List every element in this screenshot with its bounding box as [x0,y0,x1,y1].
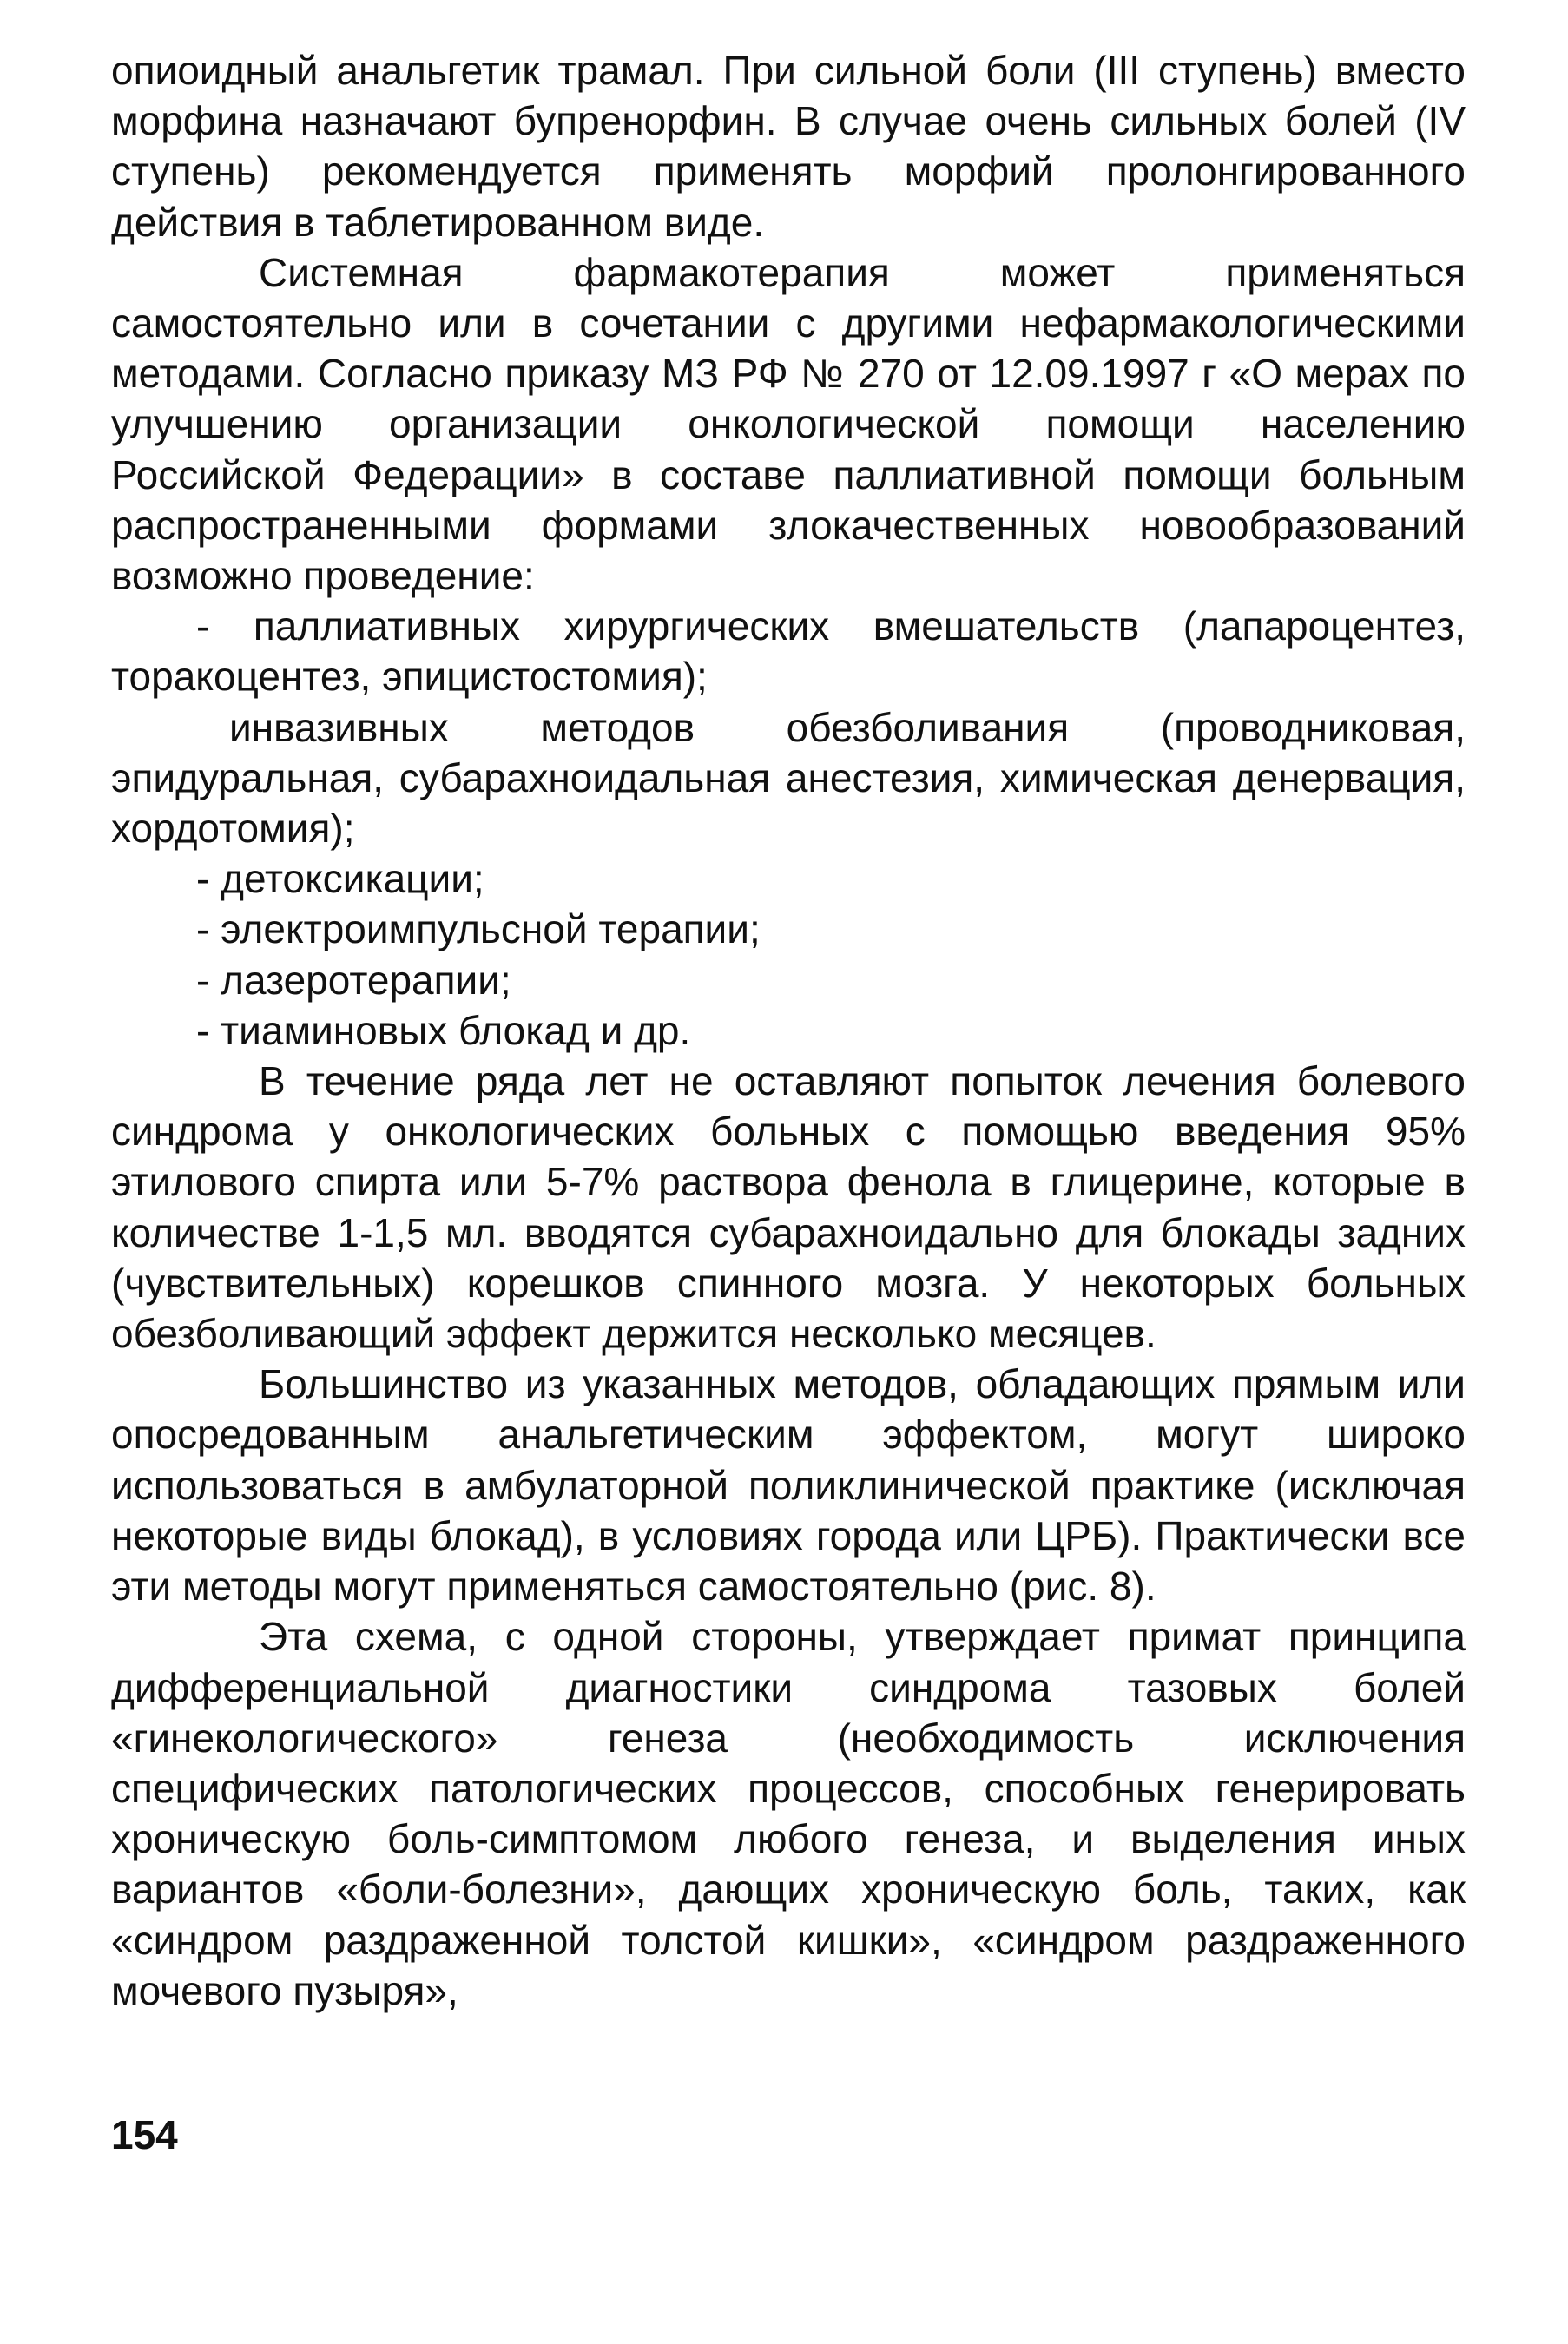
paragraph-systemic-pharmacotherapy: Системная фармакотерапия может применяться самостоятельно или в сочетании с другими нефармакологическими методами. Согласно приказу МЗ РФ № 270 от 12.09.1997 г «О мерах по улучшению организации онкологической помощи населению Российской Федерации» в составе паллиативной помощи больным распространенными формами злокачественных новообразований возможно проведение: [111,249,1466,599]
paragraph-scheme: Эта схема, с одной стороны, утверждает примат принципа дифференциальной диагностики синдрома тазовых болей «гинекологического» генеза (необходимость исключения специфических патологических процессов, способных генерировать хроническую боль-симптомом любого генеза, и выделения иных вариантов «боли-болезни», дающих хроническую боль, таких, как «синдром раздраженной толстой кишки», «синдром раздраженного мочевого пузыря», [111,1614,1466,2013]
list-item-surgical: - паллиативных хирургических вмешательств (лапароцентез, торакоцентез, эпицистостомия); [111,603,1466,700]
list-item-laser: - лазеротерапии; [196,957,511,1003]
paragraph-ambulatory-methods: Большинство из указанных методов, обладающих прямым или опосредованным анальгетическим эффектом, могут широко использоваться в амбулаторной поликлинической практике (исключая некоторые виды блокад), в условиях города или ЦРБ). Практически все эти методы могут применяться самостоятельно (рис. 8). [111,1361,1466,1610]
list-item-electroimpulse: - электроимпульсной терапии; [196,906,761,952]
paragraph-alcohol-phenol: В течение ряда лет не оставляют попыток лечения болевого синдрома у онкологических больных с помощью введения 95% этилового спирта или 5-7% раствора фенола в глицерине, которые в количестве 1-1,5 мл. вводятся субарахноидально для блокады задних (чувствительных) корешков спинного мозга. У некоторых больных обезболивающий эффект держится несколько месяцев. [111,1058,1466,1357]
list-item-thiamine: - тиаминовых блокад и др. [196,1007,691,1053]
page-number: 154 [111,2112,178,2157]
page-body-text [111,45,1466,2016]
list-item-invasive: инвазивных методов обезболивания (проводниковая, эпидуральная, субарахноидальная анестезия, химическая денервация, хордотомия); [111,704,1466,852]
list-item-detox: - детоксикации; [196,856,484,902]
paragraph-continued: опиоидный анальгетик трамал. При сильной боли (III ступень) вместо морфина назначают бупренорфин. В случае очень сильных болей (IV ступень) рекомендуется применять морфий пролонгированного действия в таблетированном виде. [111,48,1466,245]
